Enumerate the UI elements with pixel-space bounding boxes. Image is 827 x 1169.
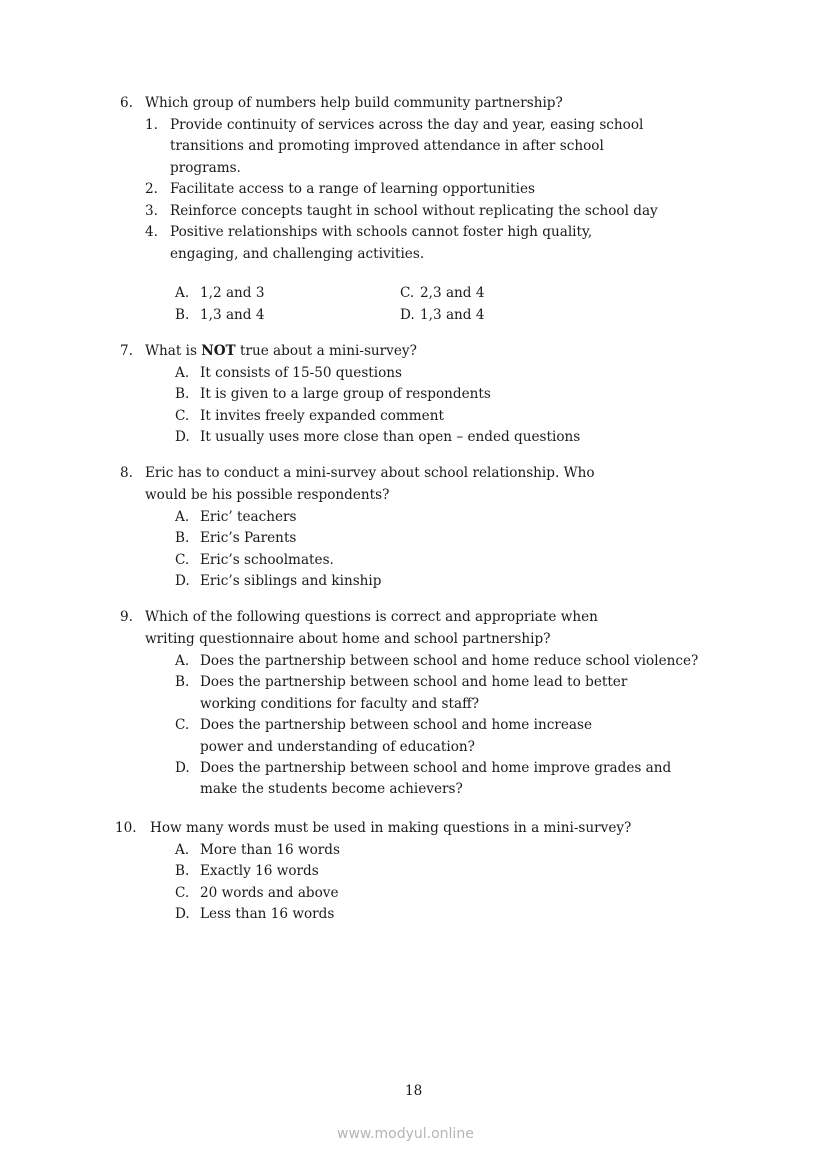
option-text: 1,3 and 4 [200,307,265,323]
option-letter: B. [175,530,190,546]
question-number: 9. [120,609,133,625]
option-letter: A. [175,842,190,858]
option-text: working conditions for faculty and staff? [200,696,480,712]
option-letter: A. [175,285,190,301]
item-text: Facilitate access to a range of learning opportunities [170,181,535,197]
question-text: Which of the following questions is correct and appropriate when [145,609,598,625]
option-letter: C. [175,552,190,568]
option-text: It usually uses more close than open – ended questions [200,429,581,445]
option-text: Eric’s siblings and kinship [200,573,382,589]
option-letter: A. [175,365,190,381]
question-text: writing questionnaire about home and school partnership? [145,631,551,647]
question-text-prefix: What is [145,343,202,359]
watermark: www.modyul.online [337,1126,474,1142]
option-letter: D. [175,429,190,445]
option-letter: D. [175,906,190,922]
option-text: Less than 16 words [200,906,335,922]
option-letter: A. [175,653,190,669]
option-letter: C. [175,717,190,733]
item-number: 2. [145,181,158,197]
question-number: 8. [120,465,133,481]
page-number: 18 [405,1083,423,1099]
question-text: would be his possible respondents? [145,487,390,503]
item-text: Provide continuity of services across the day and year, easing school [170,117,644,133]
item-text: Reinforce concepts taught in school without replicating the school day [170,203,658,219]
option-text: power and understanding of education? [200,739,475,755]
question-text [145,342,417,360]
option-text: 1,2 and 3 [200,285,265,301]
question-number: 6. [120,95,133,111]
option-letter: D. [175,760,190,776]
option-letter: D. [400,307,415,323]
item-number: 1. [145,117,158,133]
option-text: make the students become achievers? [200,781,463,797]
option-letter: B. [175,386,190,402]
option-letter: D. [175,573,190,589]
option-text: Eric’s schoolmates. [200,552,334,568]
option-text: Does the partnership between school and home improve grades and [200,760,672,776]
item-number: 3. [145,203,158,219]
item-text: programs. [170,160,241,176]
question-emphasis: NOT [201,343,236,359]
option-text: More than 16 words [200,842,340,858]
question-number: 7. [120,343,133,359]
option-text: Exactly 16 words [200,863,319,879]
option-text: 20 words and above [200,885,339,901]
question-text: Eric has to conduct a mini-survey about school relationship. Who [145,465,595,481]
option-text: It invites freely expanded comment [200,408,444,424]
item-number: 4. [145,224,158,240]
question-text: Which group of numbers help build community partnership? [145,95,563,111]
option-text: Does the partnership between school and home lead to better [200,674,628,690]
option-letter: B. [175,674,190,690]
option-letter: C. [175,408,190,424]
question-text-suffix: true about a mini-survey? [235,343,417,359]
question-number: 10. [115,820,137,836]
option-text: Does the partnership between school and home increase [200,717,593,733]
option-text: Does the partnership between school and home reduce school violence? [200,653,699,669]
option-letter: C. [400,285,415,301]
option-text: 2,3 and 4 [420,285,485,301]
option-text: It is given to a large group of respondents [200,386,491,402]
option-text: It consists of 15-50 questions [200,365,403,381]
option-text: 1,3 and 4 [420,307,485,323]
question-text: How many words must be used in making questions in a mini-survey? [150,820,632,836]
item-text: transitions and promoting improved attendance in after school [170,138,604,154]
option-letter: A. [175,509,190,525]
option-letter: C. [175,885,190,901]
option-letter: B. [175,863,190,879]
option-letter: B. [175,307,190,323]
item-text: engaging, and challenging activities. [170,246,425,262]
option-text: Eric’ teachers [200,509,297,525]
option-text: Eric’s Parents [200,530,297,546]
item-text: Positive relationships with schools cannot foster high quality, [170,224,593,240]
